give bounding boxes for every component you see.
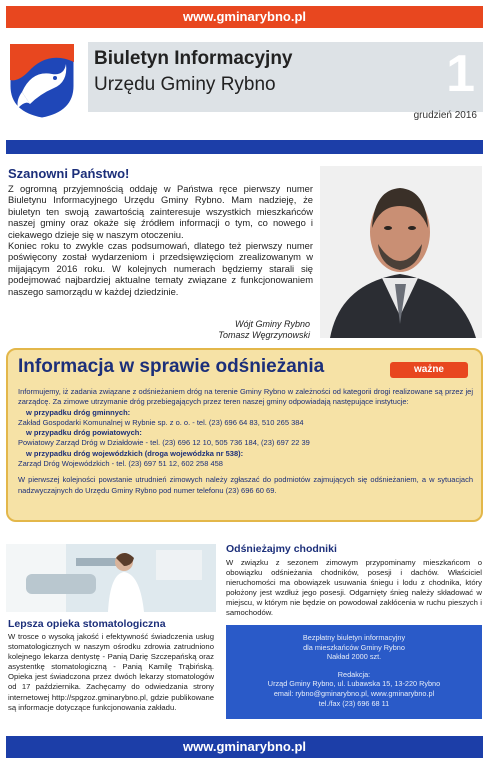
issue-date: grudzień 2016: [413, 110, 477, 121]
greeting-paragraph: Koniec roku to zwykle czas podsumowań, dlatego też pierwszy numer poświęcony został wydarzeniom i przedsięwzięciom zrealizowanym w mijającym 2016 roku. W kolejnych numerach będziemy starali się podejmować najbardziej aktualne tematy związane z funkcjonowaniem naszego samorządu w każdej dziedzinie.: [8, 240, 313, 297]
title-box: [88, 42, 483, 112]
imprint-line: dla mieszkańców Gminy Rybno: [303, 642, 405, 652]
important-badge: ważne: [390, 362, 468, 378]
signature-name: Tomasz Węgrzynowski: [218, 330, 310, 340]
imprint-line: tel./fax (23) 696 68 11: [318, 698, 390, 708]
imprint-email[interactable]: email: rybno@gminarybno.pl, www.gminarybno.pl: [273, 688, 435, 698]
imprint-line: Nakład 2000 szt.: [326, 652, 382, 662]
road-contact: Zakład Gospodarki Komunalnej w Rybnie sp. z o. o. - tel. (23) 696 64 83, 510 265 384: [18, 417, 304, 427]
snow-notice-body: [18, 387, 473, 496]
bulletin-title: Biuletyn Informacyjny: [94, 48, 293, 69]
road-contact: Powiatowy Zarząd Dróg w Działdowie - tel. (23) 696 12 10, 505 736 184, (23) 697 22 39: [18, 438, 310, 448]
road-category-heading: w przypadku dróg gminnych:: [26, 407, 131, 417]
imprint-line: Redakcja:: [337, 669, 371, 679]
greeting-title: Szanowni Państwo!: [8, 166, 130, 181]
road-contact: Zarząd Dróg Wojewódzkich - tel. (23) 697 51 12, 602 258 458: [18, 459, 223, 469]
footer-url-banner[interactable]: www.gminarybno.pl: [6, 736, 483, 758]
greeting-paragraph: Z ogromną przyjemnością oddaję w Państwa ręce pierwszy numer Biuletynu Informacyjnego Urzędu Gminy Rybno. Mam nadzieję, że biuletyn ten swoją zawartością zainteresuje wszystkich mieszkańców naszej gminy oraz okaże się źródłem informacji o tym, co nowego i ciekawego dzieje się w naszym otoczeniu.: [8, 183, 313, 240]
dental-article-text: W trosce o wysoką jakość i efektywność świadczenia usług stomatologicznych w naszym ośrodku zdrowia zatrudniono kolejnego lekarza dentystę - Panią Darię Szczepańską oraz asystentkę stomatologiczną - Panią Kamilę Trąbińską. Opieka jest świadczona przez dwóch lekarzy stomatologów od 17 października. Zachęcamy do odwiedzania strony internetowej http://spgzoz.gminarybno.pl, gdzie publikowane są informacje dotyczące funkcjonowania zakładu.: [8, 632, 214, 712]
top-url-banner[interactable]: www.gminarybno.pl: [6, 6, 483, 28]
coat-of-arms-icon: [8, 42, 76, 120]
road-category-heading: w przypadku dróg wojewódzkich (droga wojewódzka nr 538):: [26, 448, 244, 458]
header-divider: [6, 140, 483, 154]
masthead: [6, 32, 483, 130]
imprint-line: Bezpłatny biuletyn informacyjny: [302, 633, 406, 642]
signature-role: Wójt Gminy Rybno: [234, 319, 310, 329]
bulletin-subtitle: Urzędu Gminy Rybno: [94, 74, 276, 95]
snow-notice-title: Informacja w sprawie odśnieżania: [18, 356, 325, 377]
dental-article-title: Lepsza opieka stomatologiczna: [8, 618, 166, 630]
greeting-text: [8, 183, 313, 297]
signature: [160, 319, 310, 341]
snow-removal-notice: [6, 348, 483, 522]
sidewalk-article-title: Odśnieżajmy chodniki: [226, 543, 337, 555]
sidewalk-article-text: W związku z sezonem zimowym przypominamy mieszkańcom o obowiązku odśnieżania chodników, posesji i dachów. Właściciel nieruchomości ma obowiązek usuwania śniegu i lodu z chodnika, który położony jest wzdłuż jego posesji. Odgarnięty śnieg należy składować w miejscu, w którym nie będzie on powodował zakłócenia w ruchu pieszych i samochodów.: [226, 558, 482, 618]
snow-outro: W pierwszej kolejności powstanie utrudnień zimowych należy zgłaszać do podmiotów zajmujących się odśnieżaniem, a w sytuacjach nadzwyczajnych do Urzędu Gminy Rybno pod numer telefonu (23) 696 60 69.: [18, 475, 473, 495]
imprint-box: [226, 625, 482, 719]
road-category-heading: w przypadku dróg powiatowych:: [26, 428, 142, 438]
imprint-line: Urząd Gminy Rybno, ul. Lubawska 15, 13-220 Rybno: [267, 679, 441, 689]
mayor-portrait-image: [320, 166, 482, 338]
issue-number: 1: [446, 45, 475, 103]
snow-intro: Informujemy, iż zadania związane z odśnieżaniem dróg na terenie Gminy Rybno w zależności od kategorii drogi realizowane są przez jej zarządcę. Za zimowe utrzymanie dróg przebiegających przez teren naszej gminy odpowiadają następujące instytucje:: [18, 387, 473, 407]
dental-office-image: [6, 544, 216, 612]
